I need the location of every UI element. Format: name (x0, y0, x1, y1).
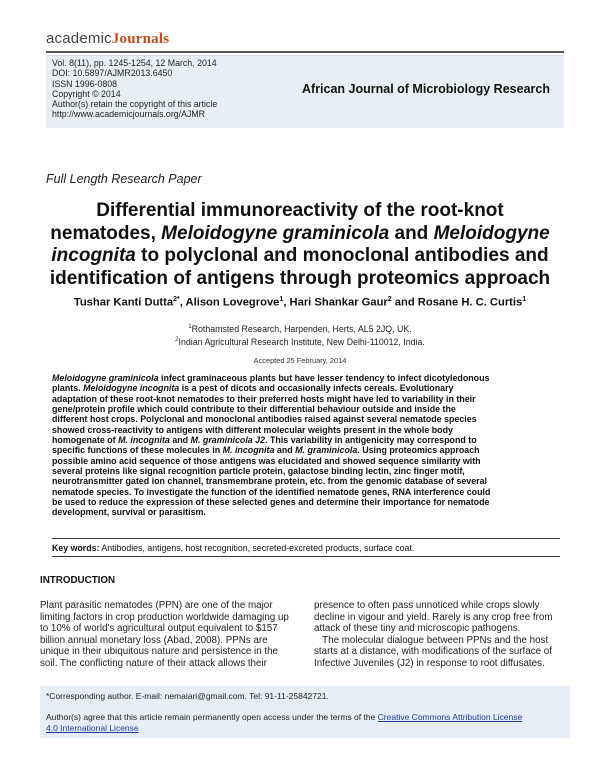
keywords-text: Antibodies, antigens, host recognition, secreted-excreted products, surface coat. (99, 543, 415, 553)
abstract (52, 373, 560, 518)
author-sep: and (391, 296, 418, 309)
author-sup: 2 (387, 296, 392, 303)
title-species: Meloidogyne (433, 222, 550, 244)
title-line: Differential immunoreactivity of the root-knot (96, 200, 504, 221)
author-sep: , (283, 296, 290, 309)
abstract-line: homogenate of M. incognita and M. graminicola J2. This variability in antigenicity may correspond to (52, 435, 477, 446)
author-name: Hari Shankar Gaur (289, 296, 388, 309)
title-line (20, 223, 580, 246)
author-name: Rosane H. C. Curtis (417, 296, 523, 309)
meta-copyright: Copyright © 2014 (52, 88, 121, 99)
affiliations (20, 322, 580, 348)
title-fragment: to polyclonal and monoclonal antibodies and (135, 245, 549, 267)
intro-line: billion annual monetary loss (Abad, 2008). PPNs are (40, 634, 268, 646)
abstract-line: specific functions of these molecules in M. incognita and M. graminicola. Using proteomics approach (52, 445, 480, 456)
license-text: Author(s) agree that this article remain permanently open access under the terms of the (46, 712, 378, 722)
intro-line: to 10% of world's agricultural output equivalent to $157 (40, 623, 278, 635)
author-name: Alison Lovegrove (185, 296, 280, 309)
intro-line: decline in vigour and yield. Rarely is any crop free from (314, 611, 553, 623)
title-species: incognita (51, 245, 136, 267)
affiliation (20, 335, 580, 348)
abstract-line: neurotransmitter gated ion channel, transmembrane protein, etc. from the genomic database of several (52, 476, 487, 487)
intro-line: attack of these tiny and microscopic pathogens. (314, 623, 521, 635)
journal-name: African Journal of Microbiology Research (302, 82, 550, 96)
publisher-logo (46, 30, 169, 48)
affiliation (20, 322, 580, 335)
intro-line: starts at a distance, with modifications of the surface of (314, 646, 552, 658)
title-fragment: nematodes, (50, 222, 162, 244)
abstract-line: plants. Meloidogyne incognita is a pest of dicots and occasionally infects cereals. Evolutionary (52, 383, 454, 394)
logo-text-academic: academic (46, 30, 112, 47)
title-fragment: and (389, 222, 434, 244)
paper-title (20, 200, 580, 290)
license-line (46, 712, 522, 723)
intro-line: limiting factors in crop production worldwide damaging up (40, 611, 289, 623)
abstract-line: nematode species. To investigate the function of the identified nematode genes, RNA interference could (52, 486, 491, 497)
article-metadata (52, 58, 217, 120)
license-link[interactable]: Creative Commons Attribution License (377, 712, 523, 722)
meta-volume: Vol. 8(11), pp. 1245-1254, 12 March, 2014 (52, 58, 217, 68)
title-line (20, 245, 580, 268)
abstract-line: be used to reduce the expression of these selected genes and determine their importance for nematode (52, 497, 490, 508)
author-list (20, 296, 580, 309)
keywords (52, 543, 414, 553)
intro-line: Infective Juveniles (J2) in response to root diffusates. (314, 657, 545, 669)
author-sup: 2* (173, 296, 180, 303)
keywords-label: Key words: (52, 543, 100, 553)
intro-line: soil. The conflicting nature of their attack allows their (40, 657, 267, 669)
meta-issn: ISSN 1996-0808 (52, 78, 118, 89)
intro-line: Plant parasitic nematodes (PPN) are one of the major (40, 600, 273, 611)
meta-rights: Author(s) retain the copyright of this article (52, 99, 218, 110)
keywords-divider (52, 556, 560, 557)
intro-line: presence to often pass unnoticed while crops slowly (314, 600, 540, 611)
abstract-line: several proteins like signal recognition particle protein, galactose binding lectin, zinc finger motif, (52, 466, 465, 477)
abstract-line: showed cross-reactivity to antigens with different molecular weights present in the whole body (52, 424, 453, 435)
affiliation-text: Indian Agricultural Research Institute, New Delhi-110012, India. (178, 336, 425, 347)
title-line: identification of antigens through proteomics approach (49, 267, 551, 289)
meta-doi: DOI: 10.5897/AJMR2013.6450 (52, 68, 173, 79)
abstract-line: different host crops. Polyclonal and monoclonal antibodies raised against several nematode species (52, 414, 477, 425)
abstract-line: possible amino acid sequence of those antigens was elucidated and showed sequence similarity with (52, 455, 481, 466)
section-heading-introduction: INTRODUCTION (40, 575, 116, 586)
abstract-line: gene/protein profile which could contribute to their differential behaviour outside and inside the (52, 404, 456, 415)
author-sup: 1 (522, 296, 527, 303)
license-note (46, 712, 522, 733)
author-sep: , (179, 296, 186, 309)
abstract-line: development, survival or parasitism. (52, 507, 206, 518)
header-divider (46, 51, 564, 53)
title-species: Meloidogyne graminicola (161, 222, 390, 244)
affiliation-sup: 1 (188, 324, 192, 330)
affiliation-text: Rothamsted Research, Harpenden, Herts, AL5 2JQ, UK. (191, 323, 412, 334)
abstract-divider (52, 538, 560, 539)
corresponding-author: *Corresponding author. E-mail: nemaiari@gmail.com. Tel: 91-11-25842721. (46, 691, 329, 701)
accepted-date: Accepted 25 February, 2014 (253, 356, 347, 365)
intro-right-column (314, 600, 570, 670)
author-name: Tushar Kanti Dutta (73, 296, 174, 309)
meta-url[interactable]: http://www.academicjournals.org/AJMR (52, 109, 206, 120)
intro-left-column (40, 600, 302, 670)
intro-line: unique in their ubiquitous nature and persistence in the (40, 646, 279, 658)
license-link[interactable]: 4.0 International License (46, 722, 139, 733)
abstract-line: adaptation of these root-knot nematodes to their preferred hosts might have led to variability in their (52, 393, 476, 404)
intro-line: The molecular dialogue between PPNs and the host (314, 634, 549, 646)
logo-text-journals: Journals (111, 31, 170, 47)
author-sup: 1 (279, 296, 284, 303)
abstract-line: Meloidogyne graminicola infect graminaceous plants but have lesser tendency to infect dicotyledonous (52, 373, 490, 383)
paper-type: Full Length Research Paper (46, 172, 202, 186)
affiliation-sup: 2 (175, 336, 179, 343)
